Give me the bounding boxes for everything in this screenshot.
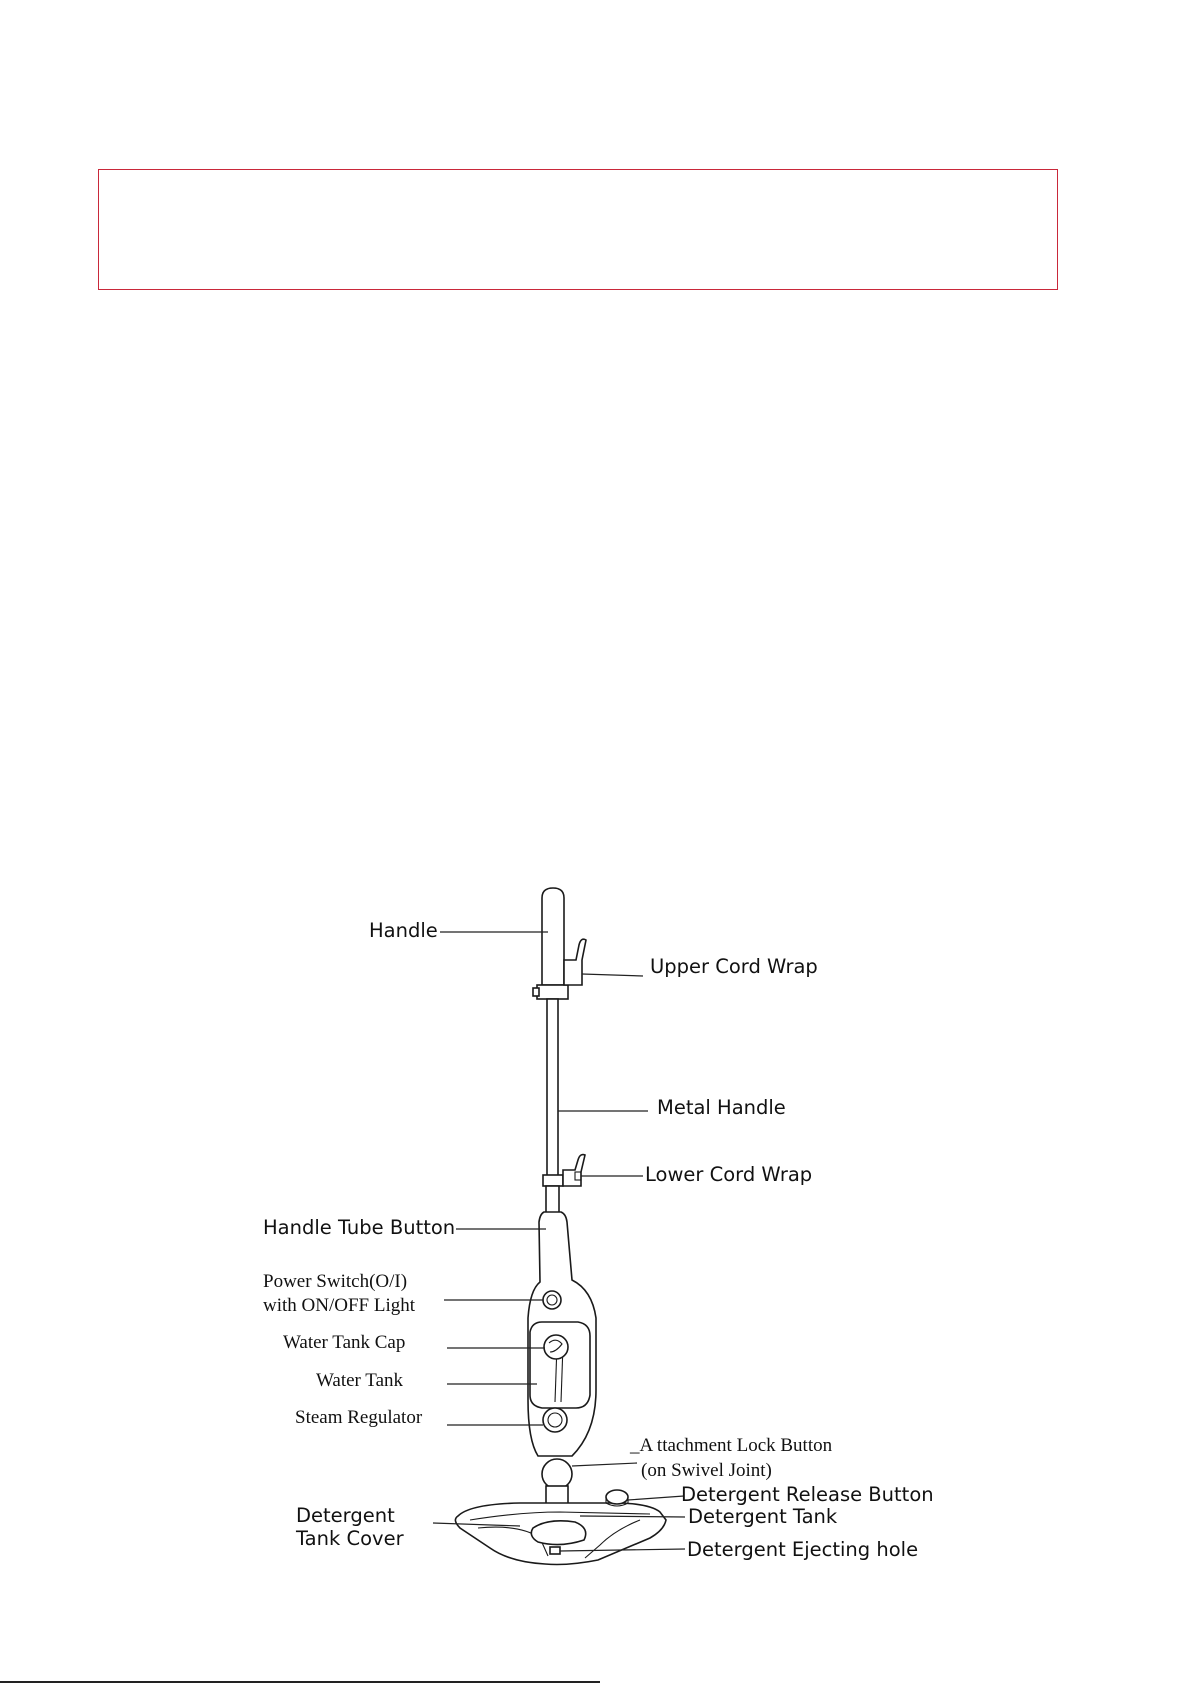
detergent-ejecting-hole [550, 1547, 560, 1554]
label-power-switch-line1: Power Switch(O/I) [263, 1271, 408, 1292]
leader-detergent-release [628, 1496, 684, 1500]
label-detergent-release-button: Detergent Release Button [681, 1483, 934, 1506]
label-power-switch-line2: with ON/OFF Light [263, 1295, 416, 1316]
label-water-tank-cap: Water Tank Cap [283, 1332, 406, 1353]
handle-collar-tab [533, 988, 539, 996]
leader-upper-cord-wrap [582, 974, 643, 976]
label-steam-regulator: Steam Regulator [295, 1407, 423, 1428]
detergent-release-button [606, 1490, 628, 1504]
steam-regulator-dial [543, 1408, 567, 1432]
upper-cord-wrap-hook [564, 939, 586, 985]
lower-cord-wrap-hook [563, 1155, 585, 1186]
metal-handle-tube [547, 999, 558, 1179]
detergent-tank [531, 1521, 585, 1545]
power-switch [543, 1291, 561, 1309]
label-detergent-ejecting-hole: Detergent Ejecting hole [687, 1538, 919, 1561]
handle-grip [542, 888, 564, 985]
lower-collar [543, 1175, 563, 1186]
page-bottom-rule [0, 1681, 600, 1683]
label-upper-cord-wrap: Upper Cord Wrap [650, 955, 818, 978]
label-attachment-lock-line2: (on Swivel Joint) [641, 1460, 772, 1481]
label-water-tank: Water Tank [316, 1370, 404, 1391]
handle-tube-neck [546, 1186, 559, 1214]
label-lower-cord-wrap: Lower Cord Wrap [645, 1163, 813, 1186]
label-detergent-tank: Detergent Tank [688, 1505, 838, 1528]
swivel-joint [542, 1459, 572, 1489]
handle-collar [537, 985, 568, 999]
water-tank-cap [544, 1335, 568, 1359]
label-detergent-tank-cover-line1: Detergent [296, 1504, 395, 1527]
label-metal-handle: Metal Handle [657, 1096, 786, 1119]
label-handle: Handle [369, 919, 438, 942]
label-detergent-tank-cover-line2: Tank Cover [296, 1527, 404, 1550]
leader-attachment-lock [572, 1463, 637, 1466]
label-handle-tube-button: Handle Tube Button [263, 1216, 456, 1239]
label-attachment-lock-line1: _A ttachment Lock Button [630, 1435, 833, 1456]
